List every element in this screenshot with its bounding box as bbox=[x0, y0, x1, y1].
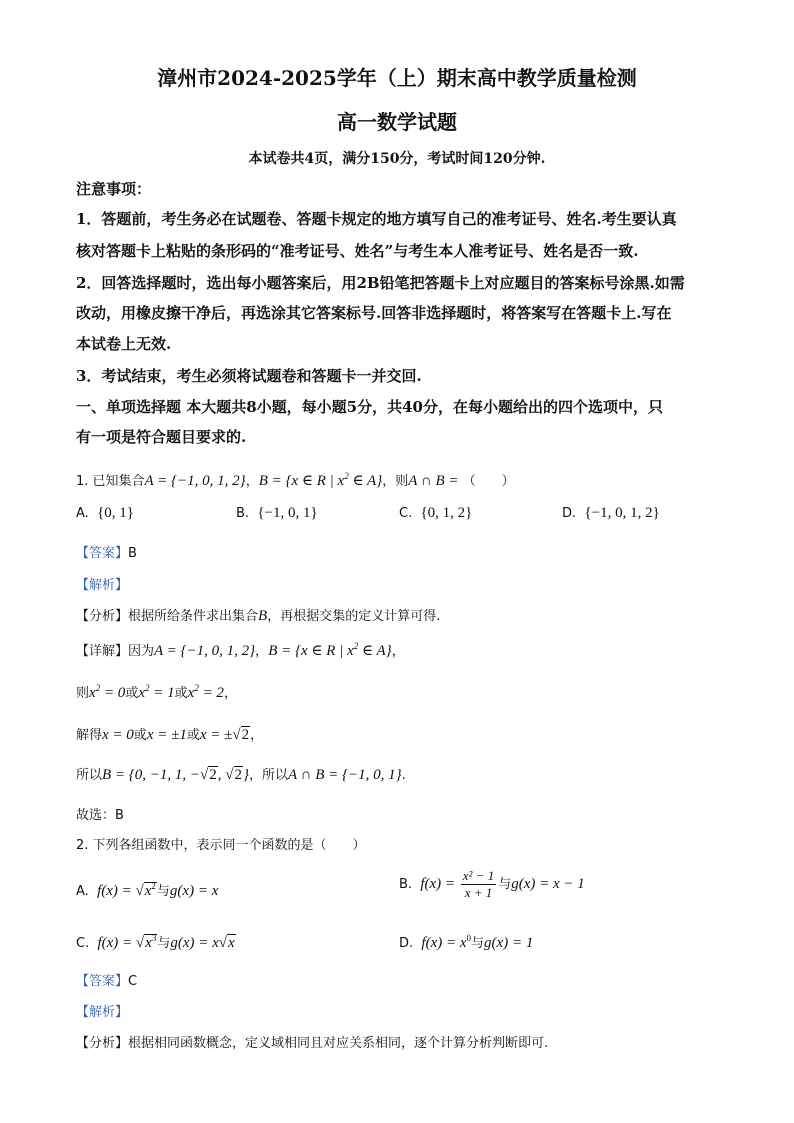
q2-answer: 【答案】C bbox=[76, 974, 138, 989]
q1-detail-line-2: 则$x^2 = 0$或$x^2 = 1$或$x^2 = 2$， bbox=[76, 683, 237, 701]
question-1-stem bbox=[76, 470, 515, 490]
q2-option-d[interactable]: D. $f(x) = x^0$与g(x) = 1 bbox=[399, 933, 534, 951]
exam-info: 本试卷共4页，满分150分，考试时间120分钟. bbox=[248, 151, 546, 167]
section-heading-line-1: 一、单项选择题 本大题共8小题，每小题5分，共40分，在每小题给出的四个选项中，只 bbox=[76, 398, 663, 416]
q2-analysis-tag: 【解析】 bbox=[76, 1005, 129, 1020]
q1-answer: 【答案】B bbox=[76, 546, 137, 561]
exam-subtitle: 高一数学试题 bbox=[337, 110, 457, 134]
note-2-line-3: 本试卷上无效. bbox=[76, 335, 172, 353]
q2-fenxi: 【分析】根据相同函数概念，定义域相同且对应关系相同，逐个计算分析判断即可. bbox=[76, 1036, 549, 1051]
question-1-set-b: B = {x ∈ R | $x^2$ ∈ A} bbox=[258, 471, 383, 489]
note-3: 3．考试结束，考生必须将试题卷和答题卡一并交回. bbox=[76, 367, 422, 385]
q1-analysis-tag: 【解析】 bbox=[76, 578, 129, 593]
q2-option-a[interactable]: A. $f(x) = √x^2$与g(x) = x bbox=[76, 881, 219, 899]
section-heading-line-2: 有一项是符合题目要求的. bbox=[76, 428, 247, 446]
q1-detail-line-1: 【详解】因为A = {−1, 0, 1, 2}，B = {x ∈ R | $x^2$ ∈ A}， bbox=[76, 641, 405, 659]
note-1-line-1: 1．答题前，考生务必在试题卷、答题卡规定的地方填写自己的准考证号、姓名.考生要认真 bbox=[76, 210, 677, 228]
q1-fenxi: 【分析】根据所给条件求出集合B，再根据交集的定义计算可得. bbox=[76, 608, 441, 624]
question-1-prefix: 1. 已知集合 bbox=[76, 474, 145, 489]
q1-conclusion: 故选：B bbox=[76, 808, 124, 823]
question-1-set-a: A = {−1, 0, 1, 2} bbox=[144, 473, 246, 489]
note-1-line-2: 核对答题卡上粘贴的条形码的“准考证号、姓名”与考生本人准考证号、姓名是否一致. bbox=[76, 242, 639, 260]
question-1-then: ，则 bbox=[382, 474, 409, 489]
question-2-stem: 2. 下列各组函数中，表示同一个函数的是（ ） bbox=[76, 838, 366, 853]
q2-option-c[interactable]: C. $f(x) = √x^3$与g(x) = x√x bbox=[76, 933, 235, 951]
q2-option-b[interactable]: B. f(x) = $\frac{\text{x² − 1}}{x + 1}$ 与g(x) = x − 1 bbox=[399, 868, 585, 900]
question-1-blank: （ ） bbox=[462, 474, 515, 489]
question-1-comma: ， bbox=[245, 474, 259, 489]
question-1-expr: A ∩ B = bbox=[408, 473, 459, 489]
note-2-line-2: 改动，用橡皮擦干净后，再选涂其它答案标号.回答非选择题时，将答案写在答题卡上.写在 bbox=[76, 304, 672, 322]
q1-detail-line-4: 所以B = {0, −1, 1, −√2, √2}，所以A ∩ B = {−1, 0, 1}. bbox=[76, 767, 406, 783]
note-2-line-1: 2．回答选择题时，选出每小题答案后，用2B铅笔把答题卡上对应题目的答案标号涂黑.如需 bbox=[76, 274, 685, 292]
exam-title: 漳州市2024-2025学年（上）期末高中教学质量检测 bbox=[157, 66, 637, 90]
q1-detail-line-3: 解得x = 0或x = ±1或x = ±√2， bbox=[76, 727, 264, 743]
notes-heading: 注意事项： bbox=[76, 180, 152, 198]
option-b[interactable]: B. {−1, 0, 1} bbox=[236, 505, 318, 521]
option-d[interactable]: D. {−1, 0, 1, 2} bbox=[562, 505, 660, 521]
option-a[interactable]: A. {0, 1} bbox=[76, 505, 134, 521]
option-c[interactable]: C. {0, 1, 2} bbox=[399, 505, 473, 521]
